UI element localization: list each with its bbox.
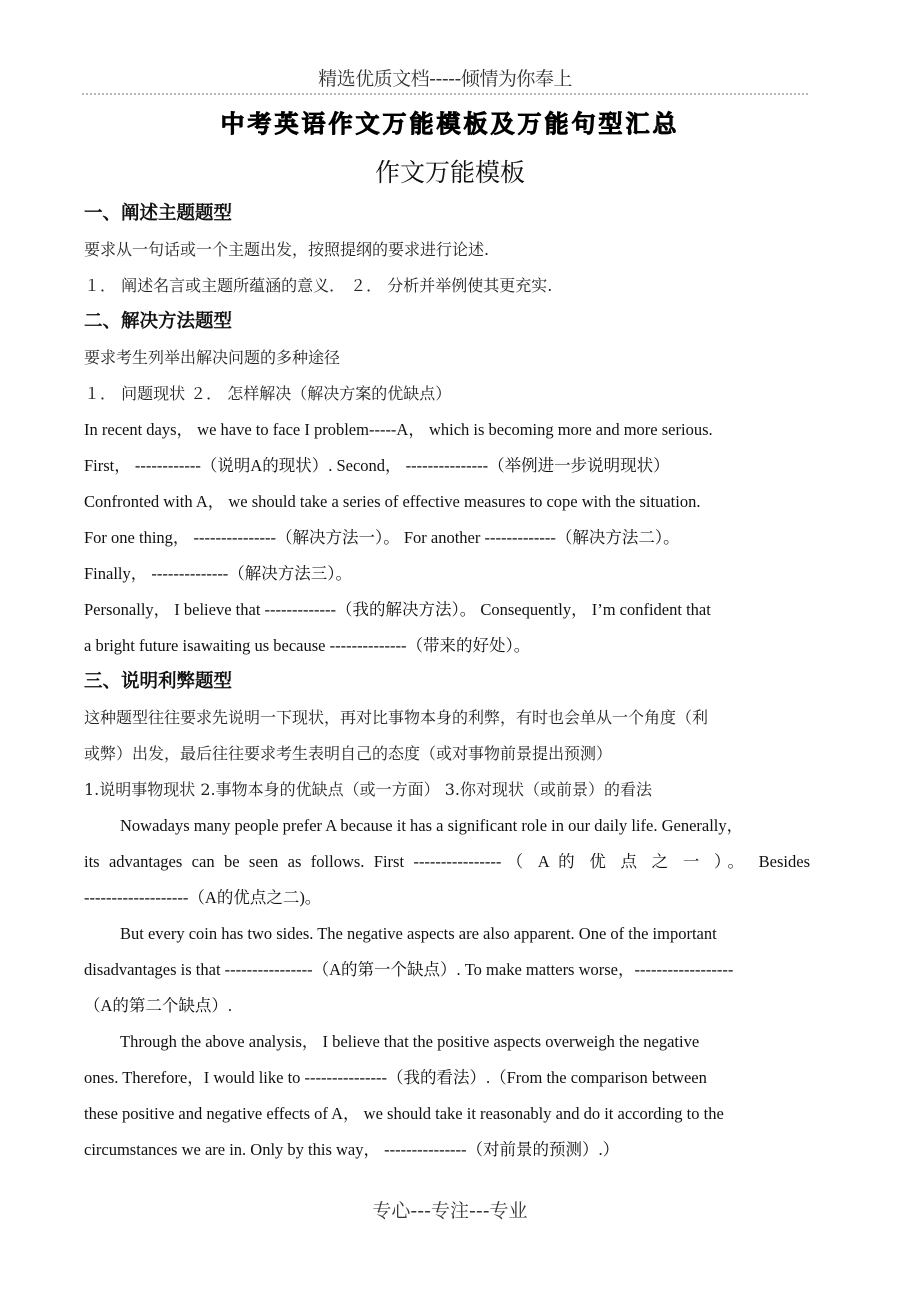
section-description: 要求从一句话或一个主题出发，按照提纲的要求进行论述. [84, 240, 490, 259]
section-heading: 一、阐述主题题型 [84, 203, 233, 224]
section-heading: 二、解决方法题型 [84, 311, 233, 332]
template-line: Finally， --------------（解决方法三）。 [84, 564, 353, 583]
section-description: 或弊）出发，最后往往要求考生表明自己的态度（或对事物前景提出预测） [84, 744, 613, 763]
section-outline: １． 阐述名言或主题所蕴涵的意义． ２． 分析并举例使其更充实. [84, 276, 553, 295]
section-pros-cons [84, 664, 810, 1168]
page-header: 精选优质文档-----倾情为你奉上 [318, 68, 572, 90]
section-description: 这种题型往往要求先说明一下现状，再对比事物本身的利弊，有时也会单从一个角度（利 [84, 708, 709, 727]
template-line: Confronted with A， we should take a series of effective measures to cope with the situation. [84, 492, 701, 511]
section-explain-topic [84, 196, 810, 304]
template-line: But every coin has two sides. The negative aspects are also apparent. One of the important [120, 924, 717, 943]
section-outline: １． 问题现状 ２． 怎样解决（解决方案的优缺点） [84, 384, 452, 403]
template-line: disadvantages is that ----------------（A的第一个缺点）. To make matters worse，------------------ [84, 960, 734, 979]
section-solutions [84, 304, 810, 664]
template-line: ones. Therefore，I would like to ---------------（我的看法）.（From the comparison between [84, 1068, 707, 1087]
template-line: circumstances we are in. Only by this way， ---------------（对前景的预测）.） [84, 1140, 620, 1159]
template-line: （A的第二个缺点）. [84, 996, 233, 1015]
template-line: For one thing， ---------------（解决方法一）。 For another -------------（解决方法二）。 [84, 528, 680, 547]
document-subtitle: 作文万能模板 [374, 158, 525, 187]
section-description: 要求考生列举出解决问题的多种途径 [84, 348, 341, 367]
template-line: -------------------（A的优点之二)。 [84, 888, 322, 907]
page-footer: 专心---专注---专业 [372, 1200, 528, 1222]
template-line: Personally， I believe that -------------（我的解决方法）。 Consequently， I’m confident that [84, 600, 711, 619]
template-line: a bright future isawaiting us because --------------（带来的好处）。 [84, 636, 531, 655]
template-line: First， ------------（说明A的现状）. Second， ---------------（举例进一步说明现状） [84, 456, 670, 475]
template-line: these positive and negative effects of A， we should take it reasonably and do it according to the [84, 1104, 724, 1123]
document-body [84, 196, 810, 1168]
template-line: Through the above analysis， I believe that the positive aspects overweigh the negative [120, 1032, 700, 1051]
template-line: In recent days， we have to face I problem-----A， which is becoming more and more serious. [84, 420, 713, 439]
template-line: Nowadays many people prefer A because it has a significant role in our daily life. Generally， [120, 816, 744, 835]
document-title: 中考英语作文万能模板及万能句型汇总 [220, 110, 680, 138]
section-heading: 三、说明利弊题型 [84, 671, 233, 692]
section-outline: 1.说明事物现状 2.事物本身的优缺点（或一方面） 3.你对现状（或前景）的看法 [84, 780, 652, 799]
header-divider [82, 93, 808, 95]
template-line: its advantages can be seen as follows. First ----------------（ A 的 优 点 之 一 ）。 Besides [84, 852, 810, 871]
